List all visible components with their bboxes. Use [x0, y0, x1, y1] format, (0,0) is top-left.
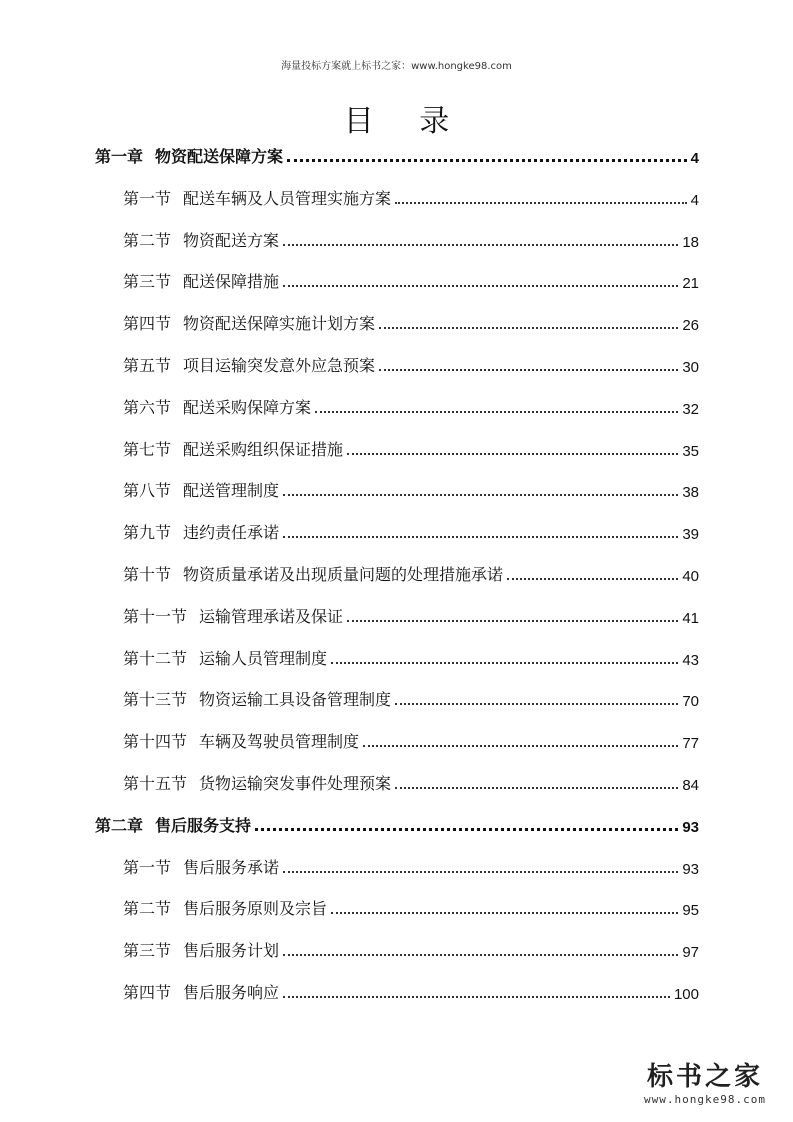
toc-dot-leader — [315, 411, 678, 413]
logo-url: www.hongke98.com — [644, 1093, 766, 1106]
toc-dot-leader — [395, 787, 678, 789]
toc-entry-page: 40 — [682, 568, 699, 585]
toc-entry-page: 95 — [682, 902, 699, 920]
toc-dot-leader — [287, 159, 687, 162]
page-title: 目 录 — [343, 104, 468, 139]
toc-entry-page: 84 — [682, 777, 699, 794]
toc-entry-page: 21 — [682, 275, 699, 293]
toc-entry-label: 售后服务承诺 — [183, 857, 280, 877]
toc-section-entry[interactable] — [123, 561, 699, 585]
toc-dot-leader — [283, 996, 670, 998]
toc-entry-page: 93 — [682, 860, 699, 878]
toc-entry-number: 第一节 — [123, 188, 172, 208]
toc-chapter-entry[interactable] — [95, 812, 699, 836]
toc-section-entry[interactable] — [123, 185, 699, 209]
toc-section-entry[interactable] — [123, 979, 699, 1003]
toc-dot-leader — [507, 578, 678, 580]
toc-entry-page: 4 — [690, 191, 699, 209]
toc-section-entry[interactable] — [123, 352, 699, 376]
toc-dot-leader — [283, 494, 678, 496]
toc-entry-number: 第十四节 — [123, 732, 188, 752]
toc-dot-leader — [283, 954, 678, 956]
toc-entry-number: 第二节 — [123, 899, 172, 919]
toc-chapter-entry[interactable] — [95, 143, 699, 167]
toc-dot-leader — [347, 620, 678, 622]
toc-entry-page: 30 — [682, 359, 699, 376]
toc-section-entry[interactable] — [123, 937, 699, 961]
toc-entry-label: 车辆及驾驶员管理制度 — [199, 732, 360, 752]
toc-entry-label: 售后服务原则及宗旨 — [183, 899, 328, 919]
toc-entry-label: 物资运输工具设备管理制度 — [199, 690, 392, 710]
toc-entry-label: 售后服务支持 — [155, 815, 252, 835]
toc-entry-page: 77 — [682, 735, 699, 753]
toc-entry-label: 配送采购组织保证措施 — [183, 439, 344, 459]
toc-entry-number: 第三节 — [123, 941, 172, 961]
toc-section-entry[interactable] — [123, 770, 699, 794]
toc-entry-label: 项目运输突发意外应急预案 — [183, 356, 376, 375]
toc-section-entry[interactable] — [123, 728, 699, 752]
toc-entry-page: 97 — [682, 944, 699, 962]
toc-section-entry[interactable] — [123, 227, 699, 251]
toc-dot-leader — [347, 453, 678, 455]
toc-entry-label: 货物运输突发事件处理预案 — [199, 774, 392, 793]
toc-entry-number: 第十二节 — [123, 648, 188, 668]
toc-dot-leader — [379, 327, 678, 329]
toc-entry-number: 第四节 — [123, 983, 172, 1002]
toc-section-entry[interactable] — [123, 310, 699, 334]
toc-entry-label: 售后服务响应 — [183, 983, 280, 1002]
toc-dot-leader — [331, 912, 678, 914]
toc-entry-number: 第二节 — [123, 230, 172, 250]
toc-entry-label: 物资配送方案 — [183, 230, 280, 250]
toc-entry-page: 93 — [682, 818, 699, 836]
toc-dot-leader — [283, 244, 678, 246]
toc-entry-page: 4 — [690, 150, 699, 167]
toc-entry-page: 35 — [682, 442, 699, 460]
toc-section-entry[interactable] — [123, 268, 699, 292]
toc-entry-label: 售后服务计划 — [183, 941, 280, 961]
toc-entry-label: 配送车辆及人员管理实施方案 — [183, 188, 392, 208]
toc-section-entry[interactable] — [123, 436, 699, 460]
toc-entry-page: 41 — [682, 609, 699, 627]
toc-entry-page: 43 — [682, 651, 699, 669]
toc-entry-number: 第四节 — [123, 314, 172, 334]
toc-section-entry[interactable] — [123, 686, 699, 710]
toc-dot-leader — [395, 703, 678, 705]
brand-logo — [631, 1056, 779, 1106]
toc-dot-leader — [363, 745, 678, 747]
toc-entry-label: 物资配送保障方案 — [155, 147, 284, 166]
toc-entry-page: 70 — [682, 693, 699, 711]
toc-entry-page: 18 — [682, 233, 699, 251]
toc-dot-leader — [379, 369, 678, 371]
toc-section-entry[interactable] — [123, 603, 699, 627]
toc-dot-leader — [255, 828, 678, 831]
toc-entry-label: 配送管理制度 — [183, 481, 280, 501]
toc-entry-number: 第八节 — [123, 481, 172, 501]
toc-entry-page: 39 — [682, 526, 699, 544]
toc-entry-page: 100 — [673, 986, 699, 1003]
toc-entry-label: 物资配送保障实施计划方案 — [183, 314, 376, 334]
toc-entry-number: 第一节 — [123, 857, 172, 877]
toc-entry-label: 配送采购保障方案 — [183, 397, 312, 417]
toc-entry-page: 38 — [682, 484, 699, 502]
toc-entry-number: 第六节 — [123, 397, 172, 417]
header-note: 海量投标方案就上标书之家：www.hongke98.com — [281, 61, 512, 72]
toc-entry-number: 第十五节 — [123, 774, 188, 793]
toc-dot-leader — [283, 536, 678, 538]
toc-entry-page: 26 — [682, 317, 699, 335]
toc-entry-label: 违约责任承诺 — [183, 523, 280, 543]
toc-entry-number: 第二章 — [95, 815, 144, 835]
toc-entry-number: 第十一节 — [123, 606, 188, 626]
toc-dot-leader — [283, 285, 678, 287]
toc-entry-label: 配送保障措施 — [183, 272, 280, 292]
toc-entry-label: 运输人员管理制度 — [199, 648, 328, 668]
toc-entry-label: 运输管理承诺及保证 — [199, 606, 344, 626]
toc-section-entry[interactable] — [123, 519, 699, 543]
toc-dot-leader — [283, 871, 678, 873]
toc-entry-page: 32 — [682, 400, 699, 418]
toc-section-entry[interactable] — [123, 394, 699, 418]
toc-entry-number: 第一章 — [95, 147, 144, 166]
toc-entry-number: 第十三节 — [123, 690, 188, 710]
toc-dot-leader — [395, 202, 687, 204]
toc-section-entry[interactable] — [123, 477, 699, 501]
toc-entry-label: 物资质量承诺及出现质量问题的处理措施承诺 — [183, 565, 504, 584]
toc-entry-number: 第七节 — [123, 439, 172, 459]
toc-entry-number: 第十节 — [123, 565, 172, 584]
logo-text: 标书之家 — [646, 1062, 763, 1092]
toc-dot-leader — [331, 662, 678, 664]
toc-entry-number: 第九节 — [123, 523, 172, 543]
toc-section-entry[interactable] — [123, 854, 699, 878]
toc-entry-number: 第五节 — [123, 356, 172, 375]
toc-section-entry[interactable] — [123, 895, 699, 919]
toc-entry-number: 第三节 — [123, 272, 172, 292]
toc-section-entry[interactable] — [123, 645, 699, 669]
